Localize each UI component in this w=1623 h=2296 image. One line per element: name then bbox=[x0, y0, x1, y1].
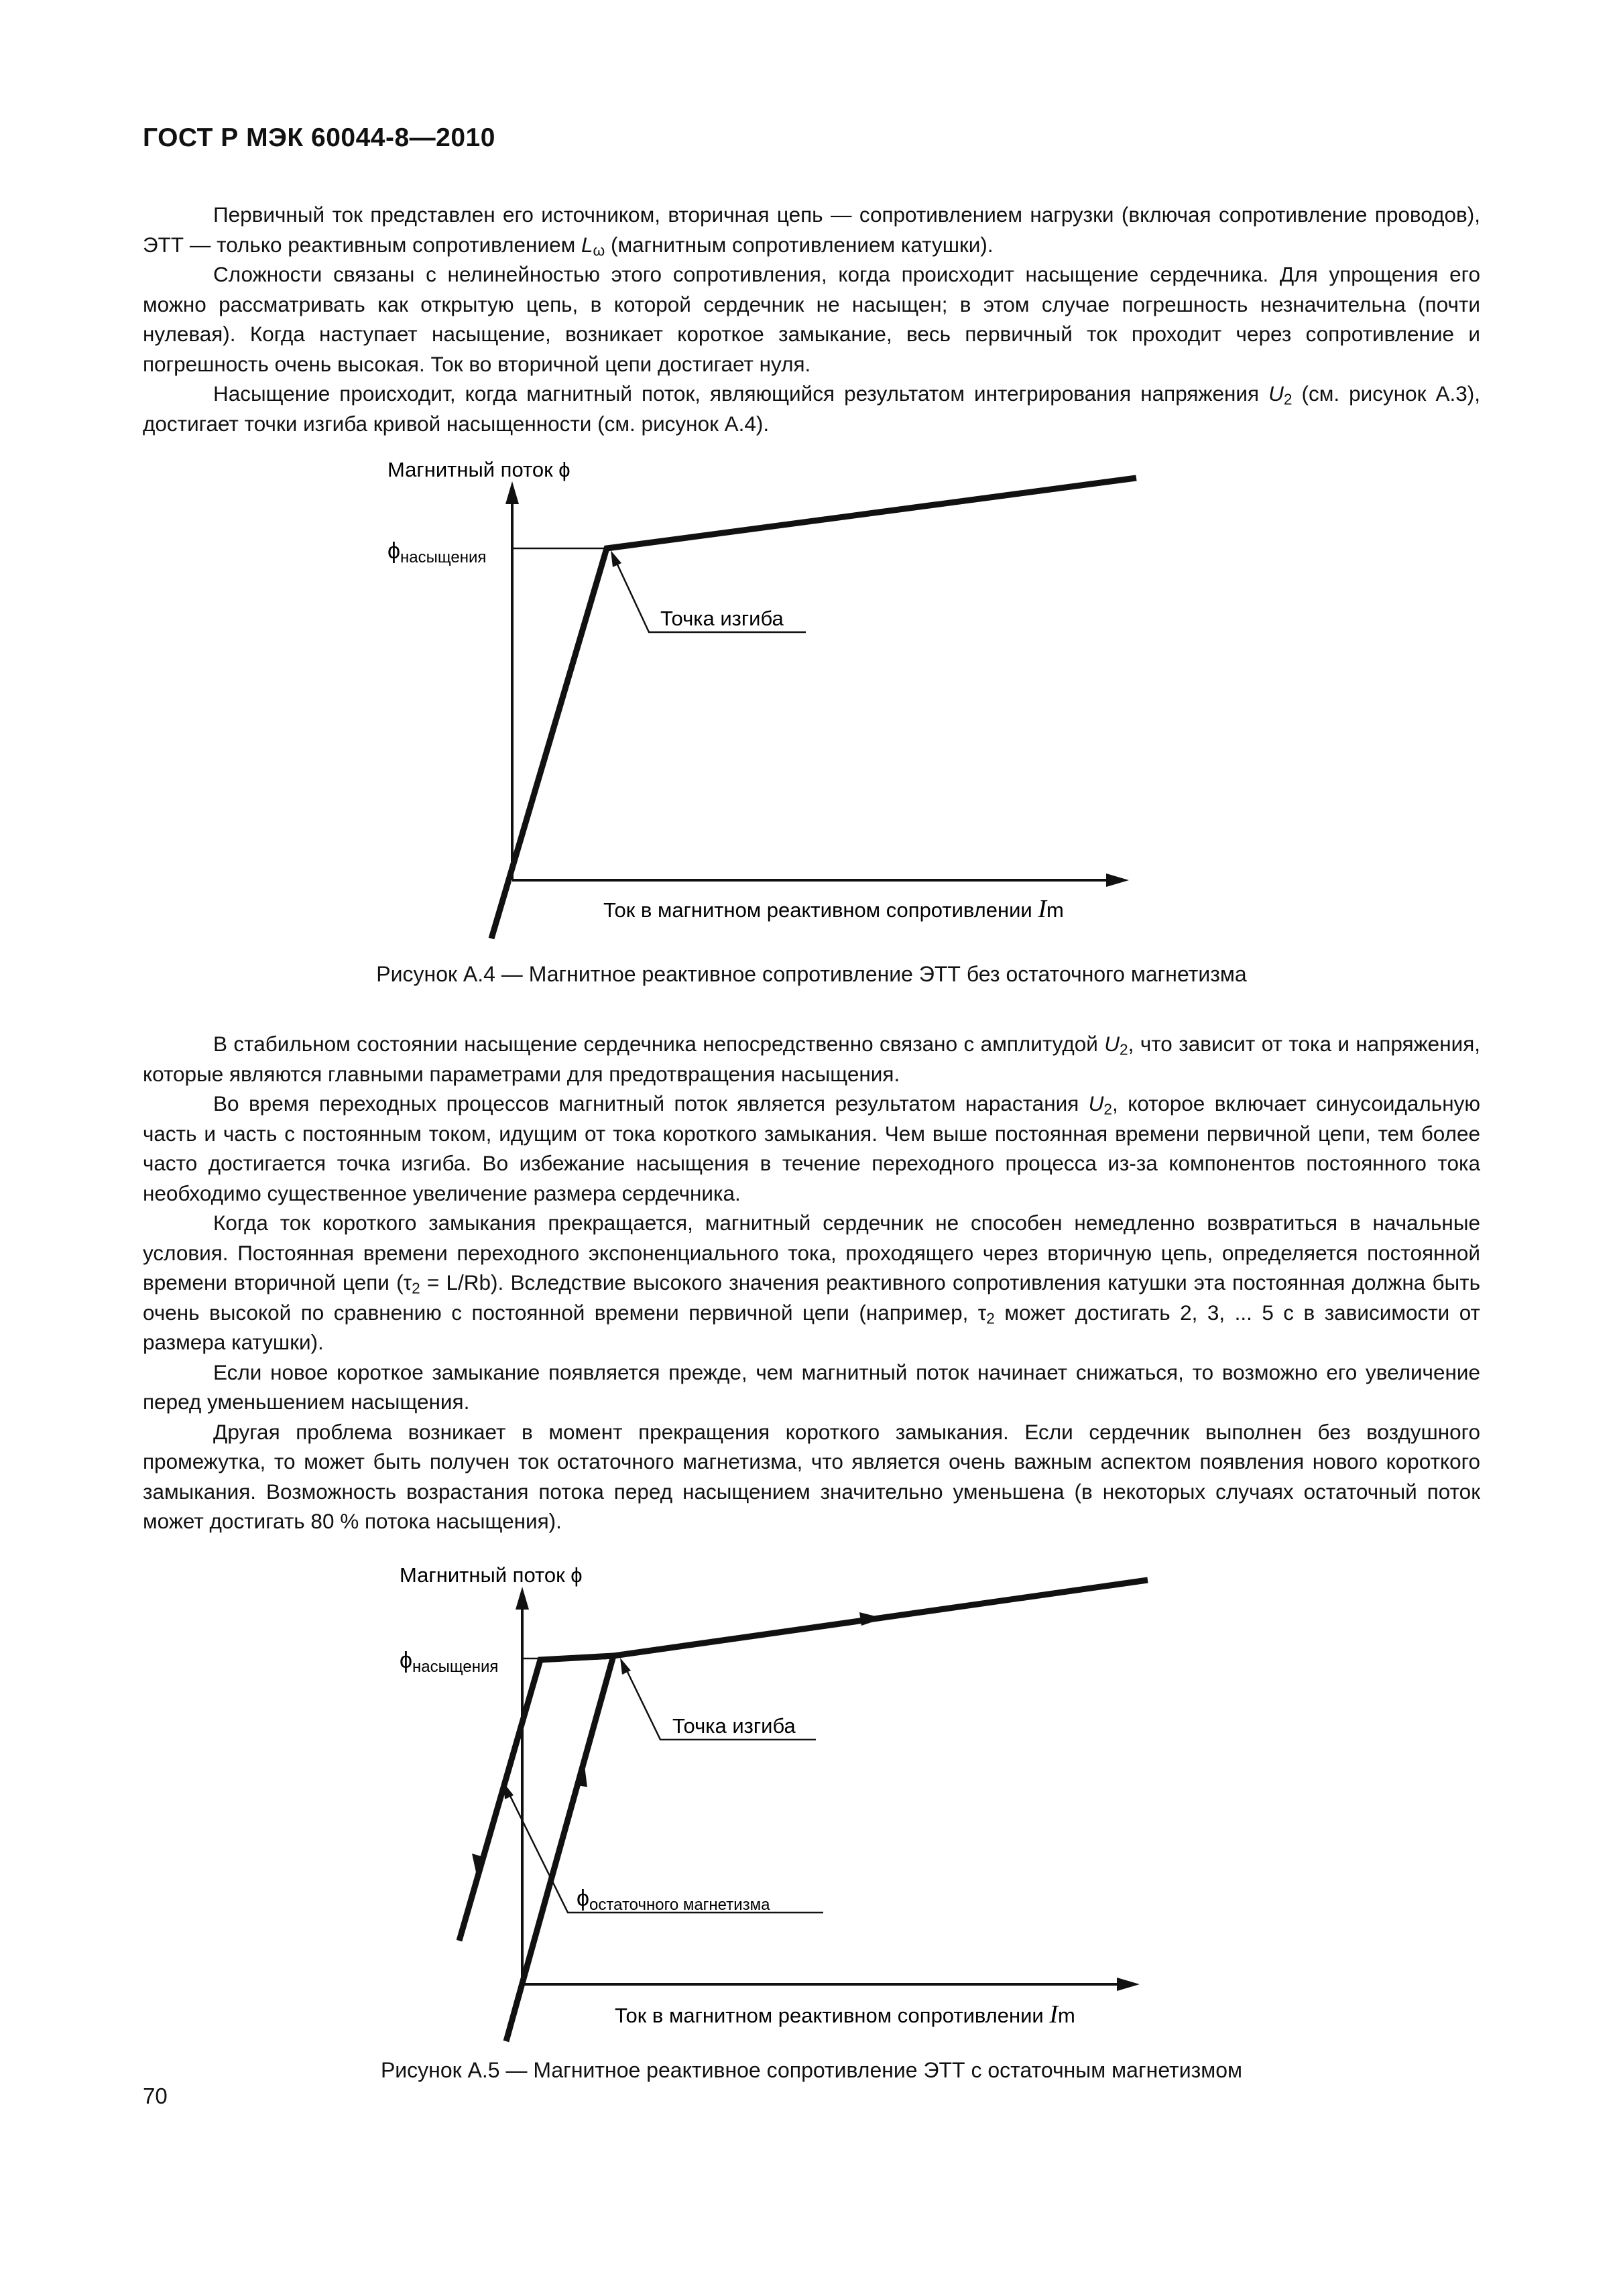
paragraph: Во время переходных процессов магнитный поток является результатом нарастания $U_2$, которое включает синусоидальную часть и часть с постоянным током, идущим от тока короткого замыкания. Чем выше постоянная времени первичной цепи, тем более часто достигается точка изгиба. Во избежание насыщения в течение переходного процесса из-за компонентов постоянного тока необходимо существенное увеличение размера сердечника. bbox=[143, 1091, 1480, 1205]
remanence-leader-arrow bbox=[503, 1783, 514, 1799]
paragraph: Первичный ток представлен его источником, вторичная цепь — сопротивлением нагрузки (включая сопротивление проводов), ЭТТ — только реактивным сопротивлением $L_\omega$ (магнитным сопротивлением катушки). bbox=[143, 202, 1480, 259]
rising-curve bbox=[506, 1580, 1148, 2041]
x-axis-label: Ток в магнитном реактивном сопротивлении Im bbox=[615, 2000, 1075, 2029]
phi-saturation-label: ϕнасыщения bbox=[387, 538, 487, 566]
page-number: 70 bbox=[143, 2083, 168, 2108]
direction-arrow-upper bbox=[859, 1612, 884, 1626]
paragraph: Когда ток короткого замыкания прекращается, магнитный сердечник не способен немедленно возвратиться в начальные условия. Постоянная времени переходного экспоненциального тока, проходящего через вторичную цепь, определяется постоянной времени вторичной цепи $(\tau_2 = L/Rb)$. Вследствие высокого значения реактивного сопротивления катушки эта постоянная должна быть очень высокой по сравнению с постоянной времени первичной цепи (например, $\tau_2$ может достигать 2, 3, ... 5 с в зависимости от размера катушки). bbox=[143, 1211, 1480, 1354]
paragraph: Если новое короткое замыкание появляется прежде, чем магнитный поток начинает снижаться, то возможно его увеличение перед уменьшением насыщения. bbox=[143, 1360, 1480, 1414]
knee-point-label: Точка изгиба bbox=[672, 1714, 796, 1738]
y-axis-label: Магнитный поток ϕ bbox=[387, 458, 570, 481]
x-axis-arrow bbox=[1117, 1978, 1140, 1991]
phi-remanence-label: ϕостаточного магнетизма bbox=[577, 1886, 770, 1914]
paragraph: Насыщение происходит, когда магнитный поток, являющийся результатом интегрирования напряжения $U_2$ (см. рисунок А.3), достигает точки изгиба кривой насыщенности (см. рисунок А.4). bbox=[143, 381, 1480, 436]
y-axis-arrow bbox=[516, 1587, 529, 1610]
x-axis-label: Ток в магнитном реактивном сопротивлении Im bbox=[603, 895, 1064, 923]
figure-a5-caption: Рисунок А.5 — Магнитное реактивное сопротивление ЭТТ с остаточным магнетизмом bbox=[380, 2058, 1243, 2082]
paragraph: В стабильном состоянии насыщение сердечника непосредственно связано с амплитудой $U_2$, что зависит от тока и напряжения, которые являются главными параметрами для предотвращения насыщения. bbox=[143, 1032, 1480, 1086]
document-header: ГОСТ Р МЭК 60044-8—2010 bbox=[143, 123, 495, 152]
phi-saturation-label: ϕнасыщения bbox=[400, 1648, 499, 1676]
knee-point-label: Точка изгиба bbox=[660, 607, 784, 630]
y-axis-label: Магнитный поток ϕ bbox=[400, 1563, 583, 1587]
figure-a4-caption: Рисунок А.4 — Магнитное реактивное сопротивление ЭТТ без остаточного магнетизма bbox=[376, 962, 1247, 986]
paragraph: Другая проблема возникает в момент прекращения короткого замыкания. Если сердечник выполнен без воздушного промежутка, то может быть получен ток остаточного магнетизма, что является очень важным аспектом появления нового короткого замыкания. Возможность возрастания потока перед насыщением значительно уменьшена (в некоторых случаях остаточный поток может достигать 80 % потока насыщения). bbox=[143, 1419, 1480, 1533]
paragraph: Сложности связаны с нелинейностью этого сопротивления, когда происходит насыщение сердечника. Для упрощения его можно рассматривать как открытую цепь, в которой сердечник не насыщен; в этом случае погрешность незначительна (почти нулевая). Когда наступает насыщение, возникает короткое замыкание, весь первичный ток проходит через сопротивление и погрешность очень высокая. Ток во вторичной цепи достигает нуля. bbox=[143, 262, 1480, 376]
knee-leader-arrow bbox=[620, 1658, 631, 1675]
